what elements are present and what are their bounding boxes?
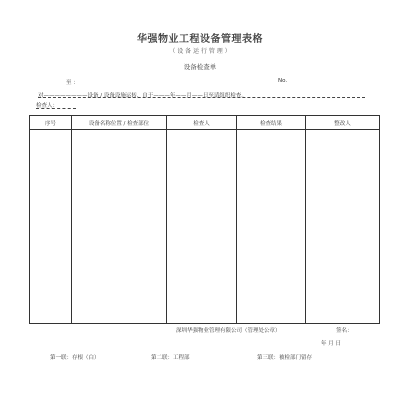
column-header: 检查结果 — [237, 116, 306, 130]
copy-two-label: 第二联：工程部 — [151, 355, 190, 361]
inspector-underline — [36, 108, 76, 109]
column-header: 序号 — [30, 116, 72, 130]
company-seal-label: 深圳华强物业管理有限公司（管理处公章） — [176, 328, 281, 334]
table-cell[interactable] — [30, 130, 72, 324]
table-header-row — [30, 116, 380, 130]
document-title: 华强物业工程设备管理表格 — [137, 34, 263, 45]
signature-label: 签名： — [336, 328, 353, 334]
table-row — [30, 130, 380, 324]
table-cell[interactable] — [237, 130, 306, 324]
table-cell[interactable] — [306, 130, 380, 324]
copy-three-label: 第三联：被检部门留存 — [257, 355, 313, 361]
dept-label: 至 ： — [66, 80, 79, 86]
column-header: 检查人 — [167, 116, 237, 130]
column-header: 设备名称位置 / 检查部位 — [72, 116, 167, 130]
table-cell[interactable] — [72, 130, 167, 324]
table-cell[interactable] — [167, 130, 237, 324]
inspector-label: 检查人： — [36, 103, 59, 109]
number-label: No. — [278, 78, 288, 84]
inspection-table — [29, 115, 380, 324]
copy-one-label: 第一联：存根（白） — [50, 355, 100, 361]
document-subtitle: （ 设 备 运 行 管 理 ） — [169, 48, 231, 55]
body-text: 对————————设备 / 设备设施运转，自于———年——月——日至请组织检查。 — [38, 93, 247, 99]
date-label: 年 月 日 — [321, 341, 341, 347]
body-text-underline — [38, 97, 365, 98]
column-header: 整改人 — [306, 116, 380, 130]
form-name: 设备检查单 — [183, 63, 217, 71]
